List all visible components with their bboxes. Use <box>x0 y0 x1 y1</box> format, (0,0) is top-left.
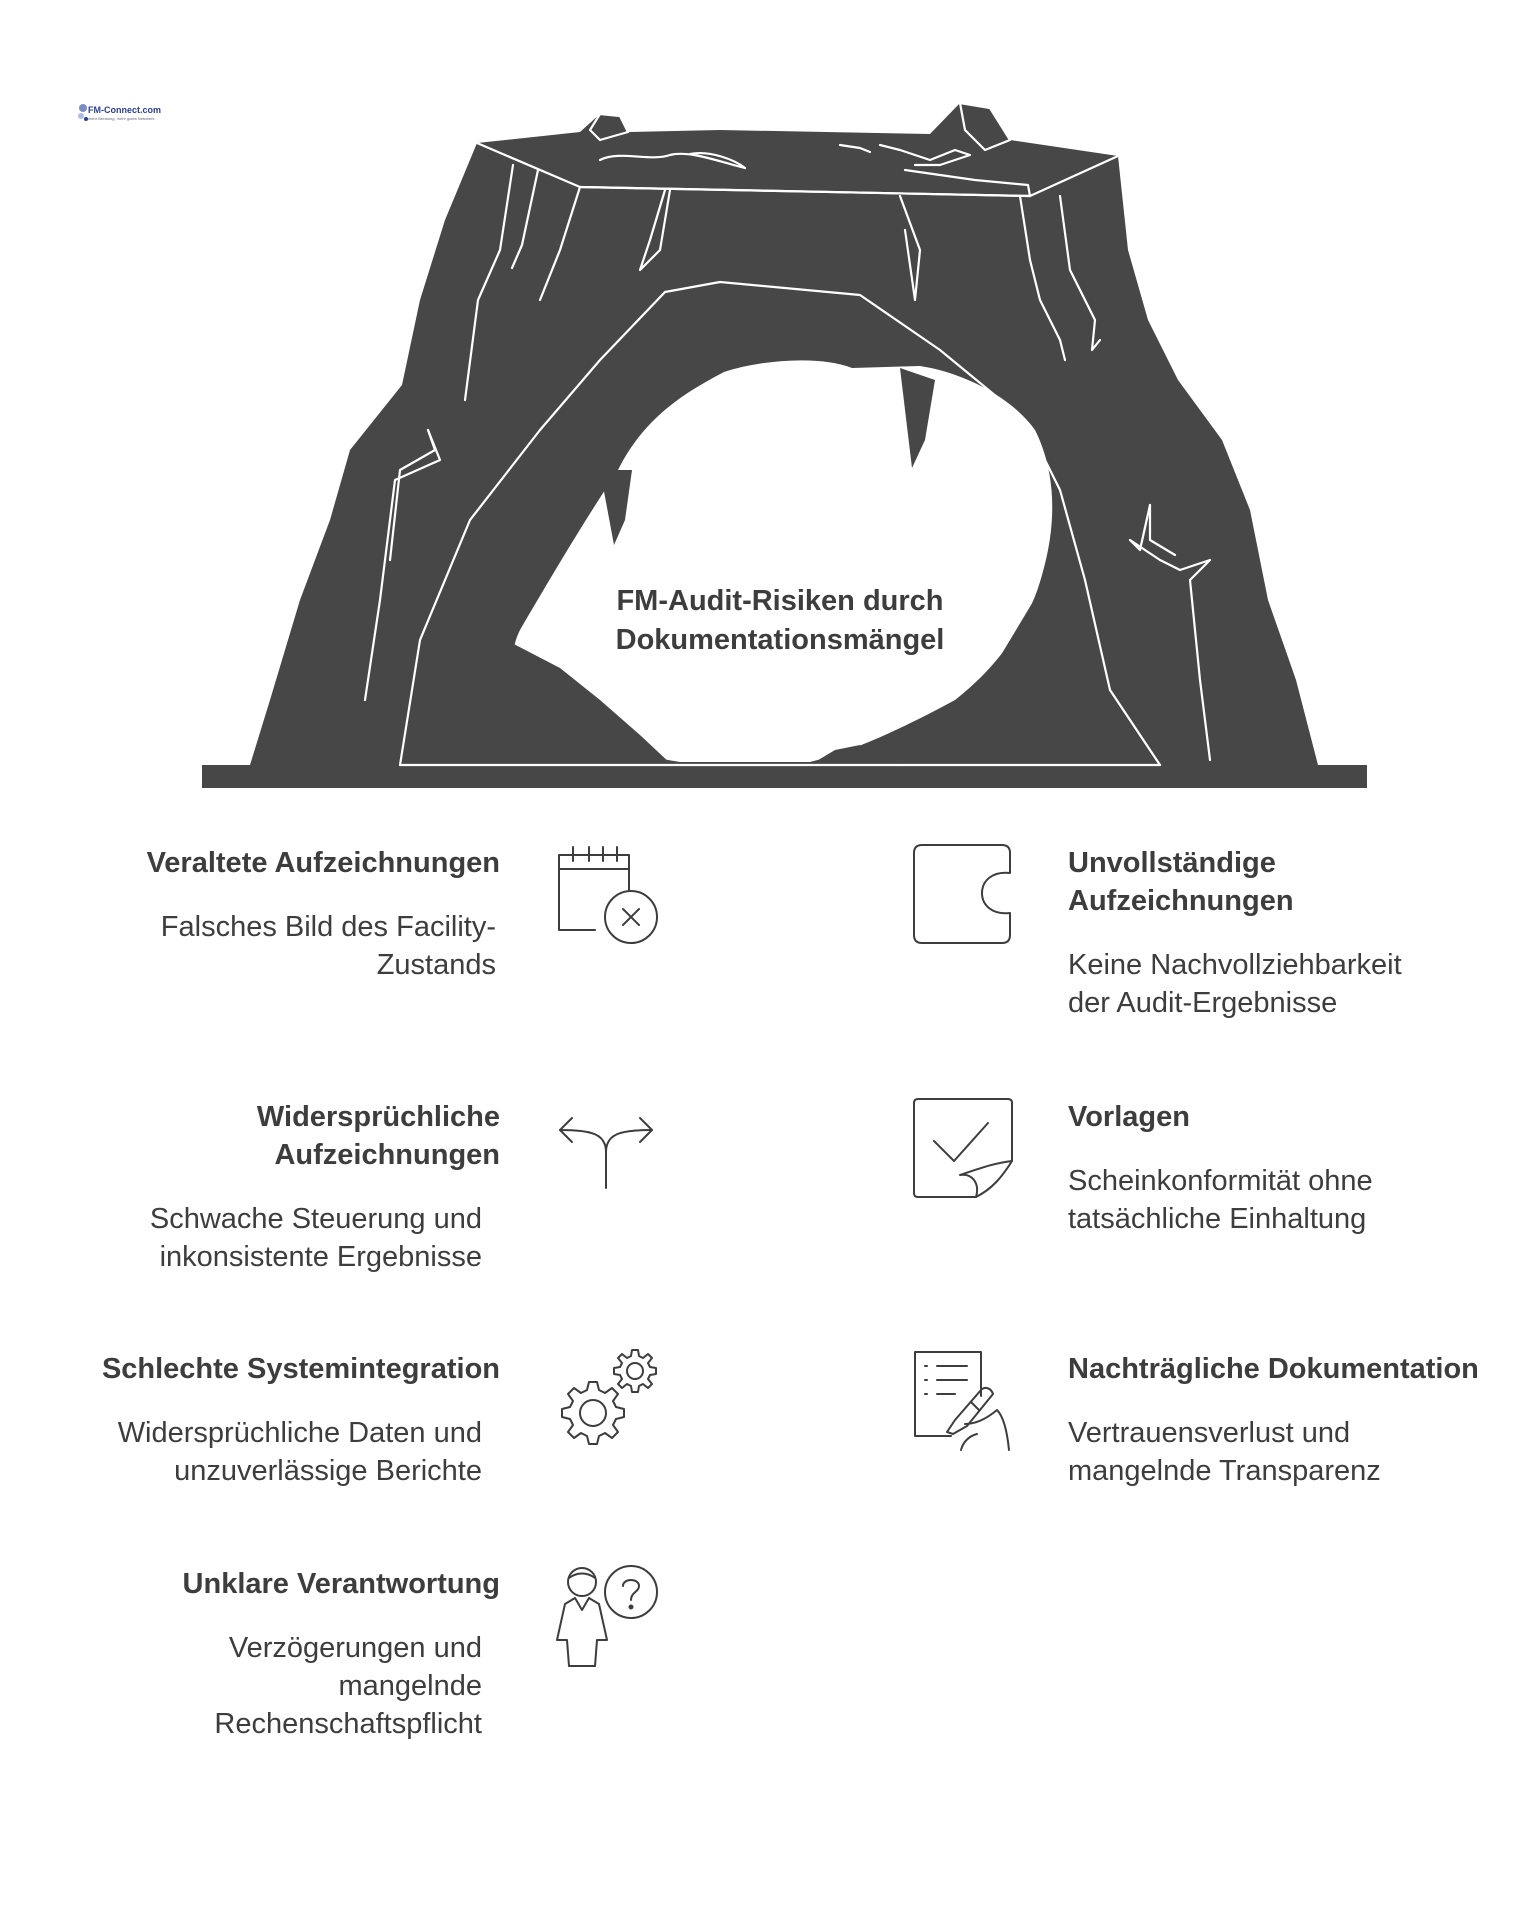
item-title-line: Aufzeichnungen <box>1068 885 1294 917</box>
item-desc-contradictory-records <box>90 1200 482 1276</box>
item-title-incomplete-records <box>1068 844 1488 920</box>
item-desc-line: inkonsistente Ergebnisse <box>159 1241 482 1273</box>
item-desc-line: mangelnde Transparenz <box>1068 1455 1381 1487</box>
ground-bar <box>202 765 1367 788</box>
calendar-x-icon <box>557 845 661 947</box>
item-title-unclear-responsibility <box>100 1565 500 1603</box>
diagram-title-line: FM-Audit-Risiken durch <box>616 585 944 617</box>
checked-document-icon <box>912 1097 1014 1199</box>
item-desc-line: tatsächliche Einhaltung <box>1068 1203 1367 1235</box>
item-desc-line: Falsches Bild des Facility- <box>160 911 496 943</box>
writing-hand-icon <box>911 1350 1015 1452</box>
item-title-templates <box>1068 1098 1488 1136</box>
item-desc-incomplete-records <box>1068 946 1488 1022</box>
item-title-line: Veraltete Aufzeichnungen <box>146 847 500 879</box>
rock-arch-illustration <box>0 0 1538 800</box>
item-desc-line: Keine Nachvollziehbarkeit <box>1068 949 1402 981</box>
item-title-line: Aufzeichnungen <box>274 1139 500 1171</box>
item-desc-line: Zustands <box>376 949 496 981</box>
item-title-line: Vorlagen <box>1068 1101 1190 1133</box>
item-title-line: Unvollständige <box>1068 847 1276 879</box>
stalactite-left <box>600 470 632 545</box>
logo-subtext: mehr Beratung, mehr gutes Netzwerk <box>88 116 155 121</box>
item-desc-line: Vertrauensverlust und <box>1068 1417 1351 1449</box>
item-desc-outdated-records <box>100 908 496 984</box>
diverging-arrows-icon <box>556 1102 656 1190</box>
item-title-line: Widersprüchliche <box>256 1101 500 1133</box>
diagram-title <box>560 582 1000 660</box>
rock-body <box>250 103 1318 765</box>
item-desc-poor-system-integration <box>50 1414 482 1490</box>
item-title-line: Unklare Verantwortung <box>182 1568 500 1600</box>
logo-text: FM-Connect.com <box>88 105 161 115</box>
item-title-contradictory-records <box>100 1098 500 1174</box>
stalactite-right <box>900 368 935 468</box>
item-desc-templates <box>1068 1162 1488 1238</box>
item-desc-line: Verzögerungen und <box>228 1632 482 1664</box>
item-desc-line: Schwache Steuerung und <box>149 1203 482 1235</box>
item-desc-line: Scheinkonformität ohne <box>1068 1165 1373 1197</box>
item-desc-unclear-responsibility <box>100 1629 482 1743</box>
item-title-poor-system-integration <box>60 1350 500 1388</box>
item-title-line: Nachträgliche Dokumentation <box>1068 1353 1479 1385</box>
item-desc-line: Widersprüchliche Daten und <box>117 1417 482 1449</box>
item-desc-line: unzuverlässige Berichte <box>174 1455 482 1487</box>
item-desc-line: mangelnde <box>338 1670 482 1702</box>
gears-icon <box>555 1348 659 1450</box>
item-desc-line: Rechenschaftspflicht <box>214 1708 482 1740</box>
puzzle-piece-icon <box>912 843 1014 945</box>
item-title-line: Schlechte Systemintegration <box>101 1353 500 1385</box>
person-question-icon <box>555 1562 659 1670</box>
item-desc-line: der Audit-Ergebnisse <box>1068 987 1338 1019</box>
item-desc-subsequent-documentation <box>1068 1414 1488 1490</box>
item-title-subsequent-documentation <box>1068 1350 1508 1388</box>
item-title-outdated-records <box>100 844 500 882</box>
diagram-title-line: Dokumentationsmängel <box>615 624 945 656</box>
